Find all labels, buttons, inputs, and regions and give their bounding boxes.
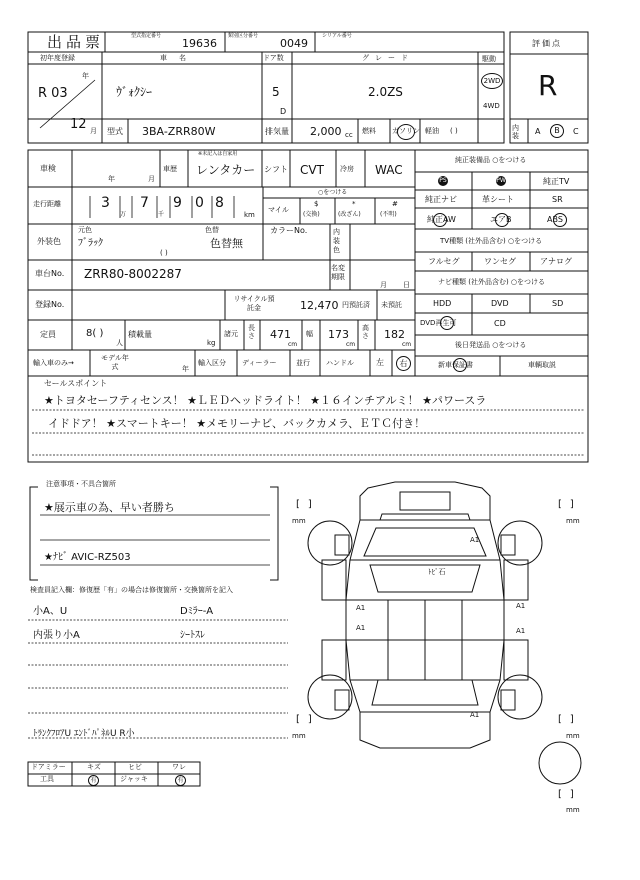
- leather-option: 革シート: [482, 195, 514, 204]
- capacity-unit: 人: [116, 339, 123, 347]
- load-label: 積載量: [128, 330, 152, 339]
- inspector-line-3: ﾄﾗﾝｸﾌﾛｱU ｴﾝﾄﾞﾊﾟﾈﾙU R小: [33, 729, 135, 739]
- pw-option: PW: [496, 177, 506, 184]
- fuel-diesel: 軽油: [425, 127, 439, 135]
- serial-label: シリアル番号: [322, 33, 352, 39]
- mileage-digit-2: 7: [140, 195, 149, 211]
- name-change-day: 日: [403, 281, 410, 289]
- sales-label: セールスポイント: [44, 379, 108, 388]
- oneseg-option: ワンセグ: [484, 257, 516, 266]
- legend-tools-has: 有: [88, 775, 99, 786]
- damage-a1-right-front: A1: [516, 602, 526, 610]
- mileage-digit-4: 0: [195, 195, 204, 211]
- drive-label: 駆動: [482, 55, 496, 63]
- chassis-label: 車台No.: [35, 269, 65, 278]
- year-unit: 年: [82, 72, 89, 80]
- shift-label: シフト: [264, 165, 288, 174]
- model-value: 3BA-ZRR80W: [142, 125, 216, 138]
- height-label: 高さ: [362, 324, 369, 340]
- inspector-line-2b: ｼｰﾄｽﾚ: [180, 630, 205, 641]
- recycle-value: 12,470: [300, 299, 339, 312]
- color-change-value: 色替無: [210, 237, 243, 250]
- dealer-option: ディーラー: [242, 359, 277, 367]
- displacement-label: 排気量: [265, 127, 289, 136]
- ac-value: WAC: [375, 163, 403, 177]
- interior-label: 内装: [512, 124, 519, 140]
- interior-c: C: [573, 127, 579, 136]
- warranty-circle: [453, 358, 467, 372]
- month-unit: 月: [90, 127, 97, 135]
- history-value: レンタカー: [196, 163, 256, 177]
- circle-instruction: ○をつける: [318, 189, 348, 196]
- sales-line-1: ★トヨタセーフティセンス！ ★ＬＥＤヘッドライト！ ★１６インチアルミ！ ★パワースラ: [44, 394, 487, 407]
- legend-jack: ジャッキ: [120, 775, 148, 783]
- width-value: 173: [328, 328, 349, 341]
- name-change-month: 月: [380, 281, 387, 289]
- cd-option: CD: [494, 319, 506, 328]
- legend-crack: ヒビ: [128, 763, 142, 771]
- displacement-value: 2,000: [310, 125, 342, 138]
- model-year-unit: 年: [182, 365, 189, 373]
- altered-option: (改ざん): [338, 211, 361, 218]
- inspector-line-2a: 内張り小A: [33, 630, 80, 641]
- tire-mm-rl: mm: [292, 732, 306, 740]
- grade-label: グレード: [362, 54, 414, 62]
- sr-option: SR: [552, 195, 563, 204]
- shaken-month: 月: [148, 175, 155, 183]
- model-label: 型式: [107, 127, 123, 136]
- type-num-value: 19636: [182, 37, 217, 50]
- chassis-value: ZRR80-8002287: [84, 267, 182, 281]
- sd-option: SD: [552, 299, 564, 308]
- tire-mm-fl: mm: [292, 517, 306, 525]
- form-title: 出品票: [47, 33, 105, 51]
- dvd-play-circle: [440, 316, 454, 330]
- color-label: 外装色: [37, 237, 61, 246]
- sales-line-2: イドドア！ ★スマートキー！ ★メモリーナビ、バックカメラ、ＥＴＣ付き！: [48, 417, 426, 430]
- mileage-label: 走行距離: [33, 200, 61, 208]
- model-year-label: モデル年式: [101, 354, 129, 371]
- history-label: 車歴: [163, 165, 177, 173]
- interior-a: A: [535, 127, 541, 136]
- reg-label: 登録No.: [35, 300, 65, 309]
- height-value: 182: [384, 328, 405, 341]
- tire-mm-rr: mm: [566, 732, 580, 740]
- ps-option: PS: [439, 177, 447, 184]
- mileage-boxes: [72, 192, 262, 222]
- navi-option: 純正ナビ: [425, 195, 457, 204]
- first-reg-year: R 03: [38, 86, 68, 101]
- genuine-label: 純正装備品 ○をつける: [455, 156, 527, 164]
- mileage-digit-3: 9: [173, 195, 182, 211]
- analog-option: アナログ: [540, 257, 572, 266]
- tire-bracket-rr: []: [558, 714, 582, 725]
- unknown-symbol: #: [392, 200, 398, 208]
- tire-bracket-fl: []: [296, 499, 320, 510]
- length-value: 471: [270, 328, 291, 341]
- ab-circle: [495, 213, 509, 227]
- fuel-circle: [397, 124, 415, 140]
- damage-a1-front: A1: [470, 536, 480, 544]
- damage-chip: ﾄﾋﾞ石: [428, 568, 446, 576]
- shaken-year: 年: [108, 175, 115, 183]
- damage-a1-right-rear: A1: [516, 627, 526, 635]
- grade-value: 2.0ZS: [368, 85, 403, 99]
- cc-unit: cc: [345, 131, 353, 139]
- later-label: 後日発送品 ○をつける: [455, 341, 527, 349]
- orig-color-label: 元色: [78, 226, 92, 234]
- capacity-label: 定員: [40, 330, 56, 339]
- mileage-digit-5: 8: [215, 195, 224, 211]
- score-label: 評価点: [532, 39, 562, 48]
- recycle-label: リサイクル預託金: [233, 295, 275, 312]
- abs-option: ABS: [547, 215, 563, 224]
- mileage-man: 万: [120, 211, 127, 218]
- exchange-symbol: $: [314, 200, 319, 208]
- fullseg-option: フルセグ: [428, 257, 460, 266]
- notes-label: 注意事項・不具合箇所: [46, 480, 116, 488]
- type-num-label: 型式指定番号: [131, 33, 162, 39]
- mileage-sen: 千: [158, 211, 165, 218]
- size-label: 諸元: [224, 330, 238, 338]
- tire-mm-fr: mm: [566, 517, 580, 525]
- inspector-line-1b: Dﾐﾗｰ-A: [180, 606, 214, 617]
- doors-label: ドア数: [263, 54, 284, 62]
- hdd-option: HDD: [433, 299, 452, 308]
- recycle-unpaid: 未預託: [381, 301, 402, 309]
- shift-value: CVT: [300, 163, 324, 177]
- legend-jack-has: 有: [175, 775, 186, 786]
- car-name-label: 車名: [160, 54, 198, 62]
- shaken-label: 車検: [40, 164, 56, 173]
- unknown-option: (不明): [380, 211, 397, 218]
- load-unit: kg: [207, 339, 216, 347]
- name-change-label: 名変期限: [331, 264, 345, 281]
- color-change-label: 色替: [205, 226, 219, 234]
- drive-4wd: 4WD: [483, 102, 500, 110]
- tire-mm-spare: mm: [566, 806, 580, 814]
- score-value: R: [538, 69, 558, 102]
- left-handle-option: 左: [376, 358, 384, 367]
- fuel-gasoline: ガソリン: [392, 127, 420, 135]
- tire-bracket-spare: []: [558, 789, 582, 800]
- right-handle-option: 右: [396, 356, 411, 371]
- orig-color-value: ﾌﾞﾗｯｸ: [78, 238, 103, 249]
- mileage-digit-1: 3: [101, 195, 110, 211]
- manual-option: 車輌取説: [528, 361, 556, 369]
- capacity-value: 8( ): [86, 328, 104, 339]
- category-label: 類別区分番号: [228, 33, 259, 39]
- damage-a1-rear: A1: [470, 711, 480, 719]
- warranty-option: 新車保証書: [438, 361, 473, 369]
- parallel-option: 並行: [296, 359, 310, 367]
- exchange-option: (交換): [303, 211, 320, 218]
- dvd-play-option: DVD再生可: [420, 319, 457, 327]
- ab-option: エアB: [490, 215, 512, 224]
- legend-scratch: キズ: [87, 763, 101, 771]
- car-name-value: ｳﾞｫｸｼｰ: [116, 85, 153, 99]
- inspector-line-1a: 小A、U: [33, 606, 68, 617]
- import-label: 輸入車のみ→: [33, 359, 74, 367]
- doors-value: 5: [272, 85, 280, 99]
- fuel-paren: ( ): [450, 127, 458, 135]
- width-label: 幅: [306, 330, 313, 338]
- interior-color-label: 内装色: [333, 228, 340, 254]
- first-reg-label: 初年度登録: [40, 54, 75, 62]
- tire-bracket-fr: []: [558, 499, 582, 510]
- width-unit: cm: [346, 341, 356, 348]
- handle-label: ハンドル: [326, 359, 354, 367]
- drive-2wd: 2WD: [481, 73, 503, 89]
- legend-break: ワレ: [172, 763, 186, 771]
- dvd-option: DVD: [491, 299, 509, 308]
- damage-a1-left-front: A1: [356, 604, 366, 612]
- door-sub: D: [280, 107, 287, 116]
- mile-option: マイル: [268, 206, 289, 214]
- notes-line-1: ★展示車の為、早い者勝ち: [44, 501, 175, 514]
- damage-a1-left-rear: A1: [356, 624, 366, 632]
- tire-bracket-rl: []: [296, 714, 320, 725]
- legend-door-mirror: ドアミラー: [31, 763, 66, 771]
- tv-option: 純正TV: [543, 177, 570, 186]
- abs-circle: [553, 213, 567, 227]
- inspector-label: 検査員記入欄：修復歴「有」の場合は修復箇所・交換箇所を記入: [30, 586, 233, 594]
- aw-option: 純正AW: [427, 215, 456, 224]
- recycle-paid: 円預託済: [342, 301, 370, 309]
- interior-b: B: [550, 124, 564, 138]
- color-no-label: カラーNo.: [270, 226, 308, 235]
- navi-type-label: ナビ種類 (社外品含む) ○をつける: [438, 278, 546, 286]
- length-label: 長さ: [248, 324, 255, 340]
- altered-symbol: *: [352, 200, 356, 208]
- aw-circle: [433, 213, 447, 227]
- fuel-label: 燃料: [362, 127, 376, 135]
- first-reg-month: 12: [70, 117, 87, 132]
- history-note: ※未記入は自家用: [198, 151, 238, 157]
- legend-tools: 工具: [40, 775, 54, 783]
- color-paren: ( ): [160, 249, 168, 257]
- tv-type-label: TV種類 (社外品含む) ○をつける: [440, 237, 543, 245]
- length-unit: cm: [288, 341, 298, 348]
- ac-label: 冷房: [340, 165, 354, 173]
- height-unit: cm: [402, 341, 412, 348]
- import-cat-label: 輸入区分: [198, 359, 226, 367]
- category-value: 0049: [280, 37, 308, 50]
- mileage-km: km: [244, 211, 255, 219]
- notes-line-2: ★ﾅﾋﾞ AVIC-RZ503: [44, 552, 131, 563]
